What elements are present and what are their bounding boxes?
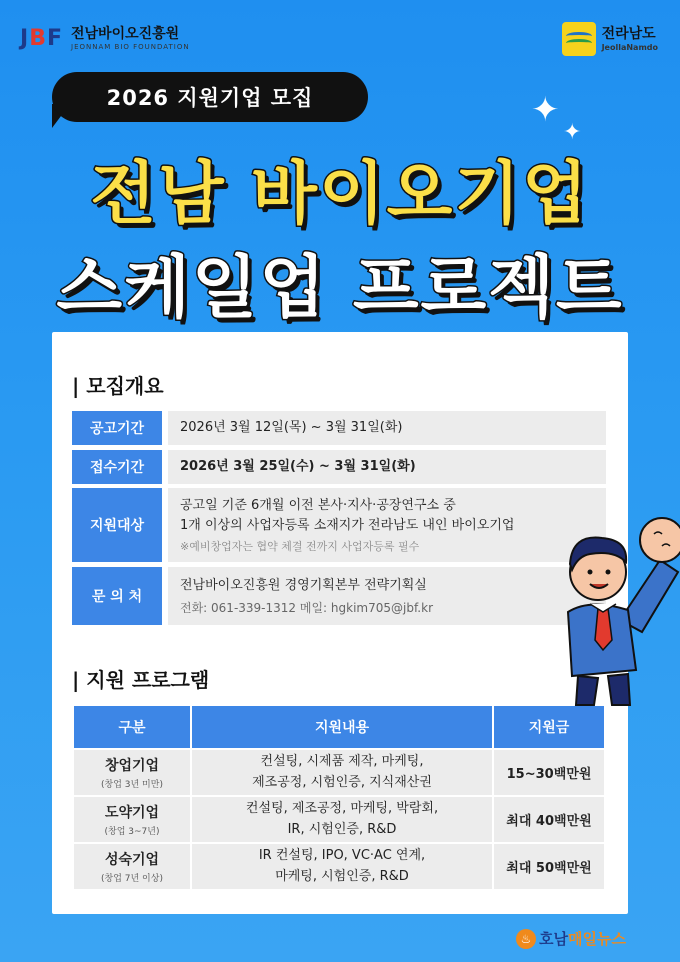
company-type: 성숙기업 [104,852,160,868]
info-label: 지원대상 [72,488,162,562]
company-type-sub: (창업 3~7년) [104,827,160,837]
column-header: 지원내용 [192,706,492,748]
sparkle-icon: ✦ [531,90,560,130]
company-type: 도약기업 [104,805,160,821]
support-amount: 최대 40백만원 [494,797,604,842]
province-name: 전라남도 [601,25,656,42]
header [0,0,680,70]
table-header-row [74,706,604,748]
info-row-contact [72,567,606,625]
program-heading: | 지원 프로그램 [72,668,210,692]
province-subtitle: JeollaNamdo [601,42,658,52]
info-label: 문 의 처 [72,567,162,625]
sparkle-icon-small: ✦ [563,120,582,145]
contact-details: 전화: 061-339-1312 메일: hgkim705@jbf.kr [180,601,434,616]
support-content: 제조공정, 시험인증, 지식재산권 [252,774,432,790]
company-type-sub: (창업 7년 이상) [101,874,163,884]
company-type-sub: (창업 3년 미만) [101,780,163,790]
support-content: IR 컨설팅, IPO, VC·AC 연계, [258,848,426,864]
main-title-line1: 전남 바이오기업 [90,155,590,234]
main-title-line2: 스케일업 프로젝트 [56,249,624,328]
program-table [72,704,606,891]
column-header: 지원금 [494,706,604,748]
overview-heading: | 모집개요 [72,374,164,398]
jeollanamdo-emblem-icon [562,22,596,56]
info-label: 공고기간 [72,411,162,445]
watermark-part2: 매일뉴스 [568,930,626,948]
support-content: 컨설팅, 제조공정, 마케팅, 박람회, [245,801,439,817]
info-note: ※예비창업자는 협약 체결 전까지 사업자등록 필수 [180,540,420,553]
support-amount: 15~30백만원 [494,750,604,795]
jbf-mark: J B F [20,26,63,51]
recruit-badge: 2026 지원기업 모집 [52,72,368,122]
info-row-application-period [72,450,606,484]
table-row [74,750,604,795]
table-row [74,844,604,889]
info-label: 접수기간 [72,450,162,484]
jeollanamdo-logo [562,22,658,56]
info-row-eligibility [72,488,606,562]
businessman-illustration [550,500,680,710]
company-type: 창업기업 [104,758,160,774]
support-content: 컨설팅, 시제품 제작, 마케팅, [260,754,424,770]
info-value: 2026년 3월 25일(수) ~ 3월 31일(화) [180,459,416,475]
info-value: 공고일 기준 6개월 이전 본사·지사·공장연구소 중 [180,498,456,513]
news-logo-icon: ♨ [516,929,536,949]
info-value: 1개 이상의 사업자등록 소재지가 전라남도 내인 바이오기업 [180,517,515,533]
info-row-notice-period [72,411,606,445]
jbf-logo [20,26,190,51]
info-value: 전남바이오진흥원 경영기획본부 전략기획실 [180,577,427,593]
info-value: 2026년 3월 12일(목) ~ 3월 31일(화) [180,420,403,436]
jbf-subtitle: JEONNAM BIO FOUNDATION [71,42,190,51]
table-row [74,797,604,842]
news-watermark [516,928,626,949]
support-content: IR, 시험인증, R&D [287,821,397,837]
watermark-part1: 호남 [539,930,569,948]
support-content: 마케팅, 시험인증, R&D [275,868,409,884]
support-amount: 최대 50백만원 [494,844,604,889]
jbf-name: 전남바이오진흥원 [71,25,180,42]
column-header: 구분 [74,706,190,748]
